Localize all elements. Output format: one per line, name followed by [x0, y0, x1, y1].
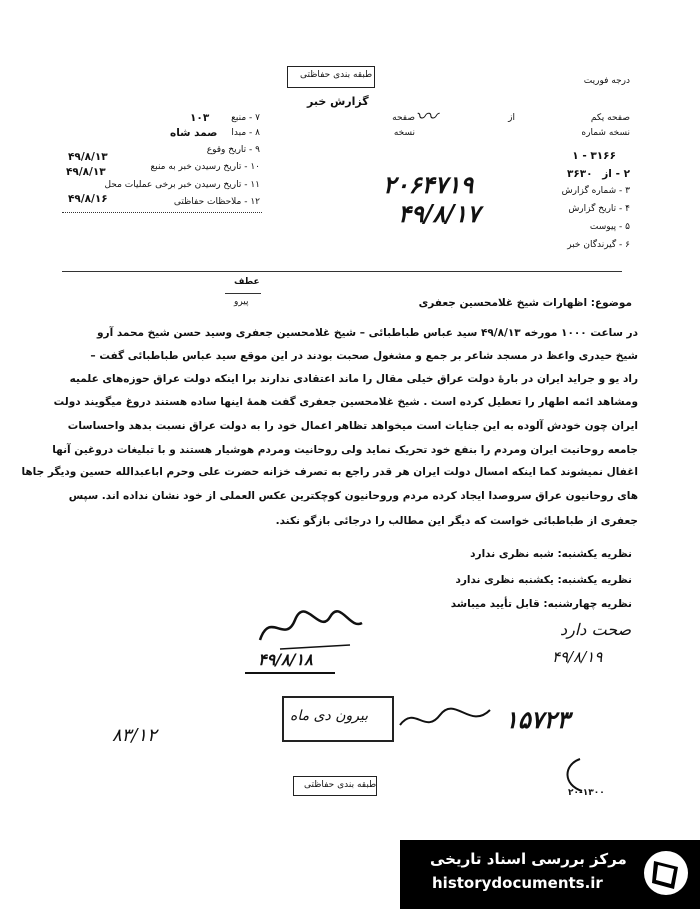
bottom-scribble-left: ۸۳/۱۲: [112, 725, 157, 746]
right-signature-note: صحت دارد: [560, 620, 632, 639]
bottom-handwritten-number: ۱۵۷۲۳: [505, 705, 570, 734]
bottom-small-number: ۲۰-۱۳۰۰: [568, 788, 605, 798]
body-line: در ساعت ۱۰۰۰ مورخه ۴۹/۸/۱۳ سید عباس طباطبائی – شیخ غلامحسین جعفری وسید حسن شیخ محمد آرو: [97, 327, 638, 339]
right-field: ۶ - گیرندگان خبر: [567, 240, 630, 250]
left-field: ۱۱ - تاریخ رسیدن خبر برخی عملیات محل: [104, 180, 260, 190]
page-of: از: [508, 113, 515, 123]
separator-line: [62, 271, 622, 272]
body-line: های روحانیون عراق سروصدا ایجاد کرده مردم وروحانیون کوچکترین عکس العملی از خود نشان نداده اند. سپس: [68, 490, 638, 502]
classification-top: طبقه بندی حفاظتی: [300, 70, 373, 80]
left-field-value: ۱۰۳: [190, 112, 210, 124]
stamp-text: بیرون دی ماه: [290, 708, 369, 724]
pages-word: صفحه: [392, 113, 415, 123]
body-line: جعفری از طباطبائی خواست که دیگر این مطالب را درجائی بازگو نکند.: [275, 515, 638, 527]
opinion-line: نظریه یکشنبه: شبه نظری ندارد: [470, 548, 632, 560]
body-line: شیخ حیدری واعظ در مسجد شاعر بر جمع و مشغول صحبت بودند در این موقع سید عباس طباطبائی گفت –: [90, 350, 638, 362]
signature-middle-date: ۴۹/۸/۱۸: [258, 650, 313, 669]
body-line: راد یو و جراید ایران در بارهٔ دولت عراق خیلی مقال را ماند اعتقادی ندارند برا اینکه دولت عراق حوزه‌های علمیه: [69, 373, 638, 385]
handwritten-date: ۴۹/۸/۱۷: [398, 199, 480, 228]
left-field: ۷ - منبع: [231, 113, 260, 123]
right-field: ۵ - پیوست: [589, 222, 630, 232]
reference-rule: [225, 293, 261, 294]
watermark-line1: مرکز بررسی اسناد تاریخی: [430, 850, 627, 868]
handwritten-number: ۲۰۶۴۷۱۹: [383, 170, 474, 199]
signature-underline: [245, 672, 335, 674]
left-field: ۹ - تاریخ وقوع: [206, 145, 260, 155]
body-line: اغفال نمیشوند کما اینکه امسال دولت ایران هر قدر راجع به تصرف خزانه حضرت علی وحرم اباعبدالله حسین ودیگر جاها: [21, 466, 638, 478]
copy-label: نسخه شماره: [581, 128, 630, 138]
signature-middle: [250, 605, 370, 655]
right-signature-date: ۴۹/۸/۱۹: [552, 648, 603, 666]
left-field-value: ۴۹/۸/۱۶: [68, 193, 108, 205]
page-label: صفحه یکم: [590, 113, 630, 123]
right-field: ۳ - شماره گزارش: [561, 186, 630, 196]
opinion-line: نظریه چهارشنبه: قابل تأیید میباشد: [450, 598, 632, 610]
right-field: ۱ - ۳۱۶۶: [572, 150, 616, 162]
body-line: ومشاهد ائمه اطهار را تعطیل کرده است . شیخ غلامحسین جعفری گفت همهٔ اینها ساده هستند دروغ میگویند دولت: [53, 396, 638, 408]
body-line: جامعه روحانیت ایران ومردم را بنفع خود تحریک نماید ولی روحانیت ومردم هوشیار هستند و با تبلیغات دروغین آنها: [52, 444, 638, 456]
subject-line: موضوع: اظهارات شیخ غلامحسین جعفری: [418, 297, 632, 309]
reference-label: عطف: [234, 277, 260, 287]
copies-word: نسخه: [393, 128, 415, 138]
left-field: ۱۰ - تاریخ رسیدن خبر به منبع: [150, 162, 260, 172]
signature-bottom-mid: [395, 700, 495, 740]
dotted-rule: [62, 212, 262, 213]
right-field: ۴ - تاریخ گزارش: [568, 204, 630, 214]
left-field: ۸ - مبدا: [231, 128, 260, 138]
report-title: گزارش خبر: [307, 95, 369, 108]
watermark-line2: historydocuments.ir: [432, 874, 603, 892]
handwritten-scribble-top: 〰: [415, 105, 438, 130]
body-line: ایران چون خودش آلوده به این جنایات است میخواهد تظاهر اعمال خود را به دولت عراق نسبت بدهد واحساسات: [67, 420, 638, 432]
left-field: ۱۲ - ملاحظات حفاظتی: [173, 197, 260, 207]
urgency-label: درجه فوریت: [583, 76, 630, 86]
classification-bottom: طبقه بندی حفاظتی: [304, 780, 377, 790]
opinion-line: نظریه یکشنبه: یکشنبه نظری ندارد: [455, 574, 632, 586]
left-field-value: صمد شاه: [170, 127, 218, 139]
left-field-value: ۴۹/۸/۱۳: [66, 166, 106, 178]
right-field: ۲ - از ۳۶۳۰: [566, 168, 630, 180]
reference-sublabel: پیرو: [234, 297, 249, 307]
left-field-value: ۴۹/۸/۱۳: [68, 151, 108, 163]
archive-logo-icon: [640, 843, 692, 903]
